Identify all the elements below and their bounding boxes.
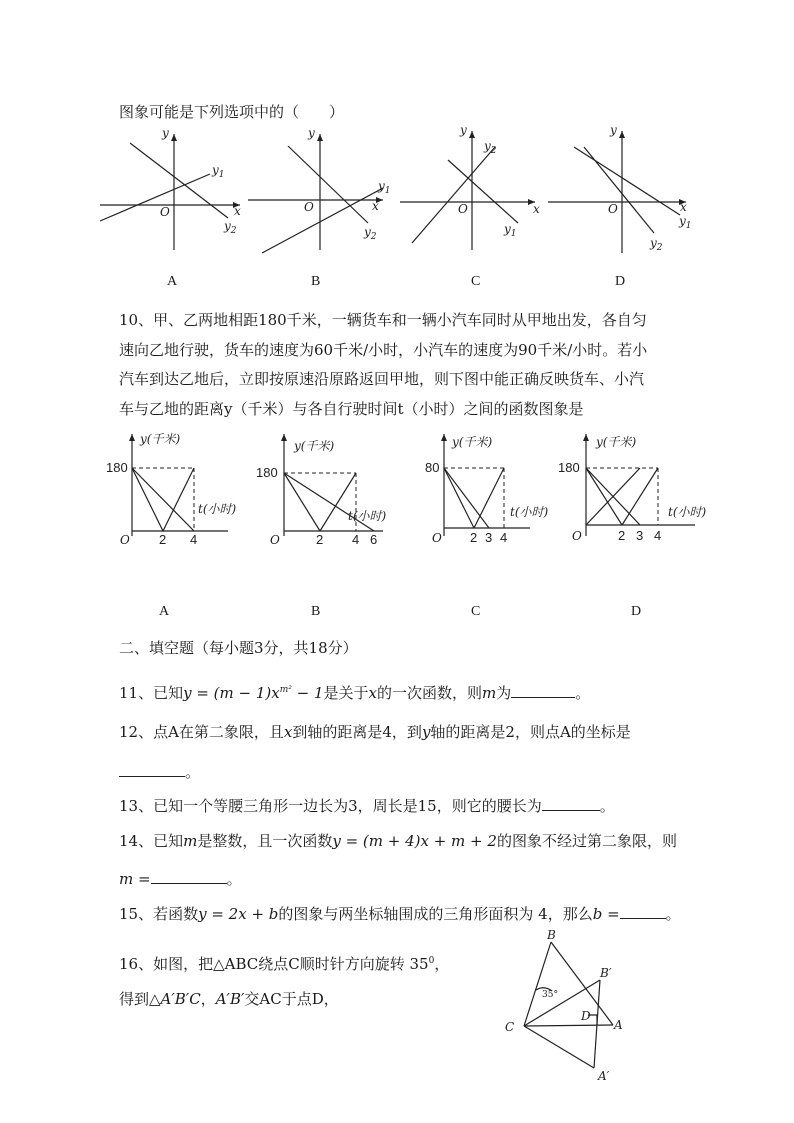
q16-line1: 16、如图，把△ABC绕点C顺时针方向旋转 $35^0$， — [119, 955, 450, 973]
q10-line3: 汽车到达乙地后，立即按原速沿原路返回甲地，则下图中能正确反映货车、小汽 — [119, 370, 645, 388]
svg-text:O: O — [304, 200, 314, 214]
q14: 14、已知m是整数，且一次函数y = (m + 4)x + m + 2的图象不经过第二象限，则 — [119, 832, 677, 850]
q15: 15、若函数y = 2x + b的图象与两坐标轴围成的三角形面积为 4，那么b = 。 — [119, 905, 681, 923]
svg-text:2: 2 — [316, 532, 324, 547]
q9-option-c[interactable]: C — [471, 274, 481, 289]
y-label: y — [162, 126, 169, 140]
q9-graph-c — [400, 125, 545, 250]
q9-stem: 图象可能是下列选项中的（ ） — [119, 103, 345, 121]
y2-label: $y_2$ — [224, 219, 237, 236]
q16-line2: 得到△A′B′C，A′B′交AC于点D， — [119, 990, 339, 1008]
svg-text:y(千米): y(千米) — [452, 435, 493, 449]
q9-option-d[interactable]: D — [615, 274, 626, 289]
svg-text:3: 3 — [485, 530, 493, 545]
q14-answer-line: m = 。 — [119, 870, 242, 888]
q14-answer-blank[interactable] — [151, 869, 227, 884]
svg-text:O: O — [270, 533, 280, 547]
line-y1 — [574, 147, 680, 215]
q9-graph-d — [548, 125, 693, 255]
svg-text:O: O — [458, 202, 468, 216]
line-y2 — [288, 146, 368, 223]
svg-text:O: O — [432, 531, 442, 545]
q12-answer-line: 。 — [119, 762, 200, 782]
svg-text:4: 4 — [500, 530, 508, 545]
svg-text:B′: B′ — [600, 966, 612, 980]
q10-option-c[interactable]: C — [471, 604, 481, 619]
svg-text:y1: $y_1$ — [504, 222, 517, 239]
q9-option-a[interactable]: A — [167, 274, 178, 289]
q10-graph-a — [106, 428, 237, 548]
svg-text:y: y — [308, 126, 315, 140]
svg-text:180: 180 — [256, 465, 278, 480]
svg-text:y(千米): y(千米) — [596, 435, 637, 449]
svg-text:A: A — [614, 1018, 623, 1032]
svg-text:y1: $y_1$ — [378, 179, 391, 196]
q10-graph-c — [422, 428, 557, 548]
q10-line1: 10、甲、乙两地相距180千米，一辆货车和一辆小汽车同时从甲地出发，各自匀 — [119, 311, 647, 329]
svg-text:4: 4 — [654, 528, 662, 543]
q10-graph-d — [560, 428, 720, 548]
y1-label: $y_1$ — [212, 163, 225, 180]
svg-text:x: x — [372, 199, 379, 213]
svg-text:y2: $y_2$ — [364, 225, 377, 242]
y-arrow — [171, 134, 177, 141]
svg-text:y1: $y_1$ — [679, 214, 692, 231]
q12: 12、点A在第二象限，且x到轴的距离是4，到y轴的距离是2，则点A的坐标是 — [119, 723, 631, 741]
q10-graph-b — [258, 428, 398, 548]
q10-option-a[interactable]: A — [159, 604, 170, 619]
svg-text:80: 80 — [425, 460, 440, 475]
seg-CA1 — [524, 1026, 594, 1068]
svg-text:y2: $y_2$ — [650, 236, 663, 253]
q12-answer-blank[interactable] — [119, 762, 185, 777]
q10-line4: 车与乙地的距离y（千米）与各自行驶时间t（小时）之间的函数图象是 — [119, 400, 584, 418]
q15-answer-blank[interactable] — [620, 904, 666, 919]
q11: 11、已知$y = (m - 1)x^{m^2} - 1$是关于x的一次函数，则m为 。 — [119, 684, 591, 702]
q9-option-b[interactable]: B — [311, 274, 321, 289]
svg-text:O: O — [572, 529, 582, 543]
svg-text:180: 180 — [106, 460, 128, 475]
svg-text:6: 6 — [370, 532, 378, 547]
svg-text:t(小时): t(小时) — [668, 505, 707, 519]
svg-text:y: y — [610, 123, 617, 137]
svg-text:2: 2 — [159, 532, 167, 547]
svg-text:x: x — [533, 202, 540, 216]
svg-text:B: B — [547, 928, 556, 942]
svg-text:2: 2 — [470, 530, 478, 545]
svg-text:y(千米): y(千米) — [140, 432, 181, 446]
q10-option-b[interactable]: B — [311, 604, 321, 619]
svg-text:t(小时): t(小时) — [510, 505, 549, 519]
svg-text:C: C — [505, 1020, 515, 1034]
line-y2 — [412, 147, 495, 243]
svg-text:x: x — [680, 200, 687, 214]
q9-graph-b — [248, 128, 393, 253]
svg-text:4: 4 — [190, 532, 198, 547]
svg-text:4: 4 — [352, 532, 360, 547]
seg-CB — [524, 942, 551, 1026]
svg-text:t(小时): t(小时) — [198, 502, 237, 516]
svg-text:O: O — [120, 533, 130, 547]
q9-graph-a — [100, 128, 245, 253]
q10-option-d[interactable]: D — [631, 604, 642, 619]
line-y2 — [130, 143, 228, 218]
svg-text:t(小时): t(小时) — [348, 509, 387, 523]
line-y1 — [100, 174, 210, 221]
svg-text:D: D — [581, 1009, 591, 1023]
x-label: x — [234, 204, 241, 218]
q13: 13、已知一个等腰三角形一边长为3，周长是15，则它的腰长为 。 — [119, 797, 615, 815]
svg-text:y(千米): y(千米) — [294, 439, 335, 453]
svg-text:A′: A′ — [598, 1069, 610, 1083]
svg-text:O: O — [608, 202, 618, 216]
q16-figure — [500, 925, 635, 1085]
q13-answer-blank[interactable] — [542, 796, 600, 811]
svg-text:3: 3 — [636, 528, 644, 543]
svg-text:180: 180 — [558, 460, 580, 475]
origin-label: O — [160, 205, 170, 219]
svg-text:2: 2 — [618, 528, 626, 543]
q10-line2: 速向乙地行驶，货车的速度为60千米/小时，小汽车的速度为90千米/小时。若小 — [119, 341, 648, 359]
svg-text:y: y — [460, 123, 467, 137]
seg-CA — [524, 1025, 613, 1026]
q11-answer-blank[interactable] — [511, 683, 575, 698]
svg-text:35°: 35° — [542, 990, 558, 1000]
svg-text:y2: $y_2$ — [484, 139, 497, 156]
section-title: 二、填空题（每小题3分，共18分） — [119, 639, 358, 657]
line-y2 — [584, 147, 654, 233]
